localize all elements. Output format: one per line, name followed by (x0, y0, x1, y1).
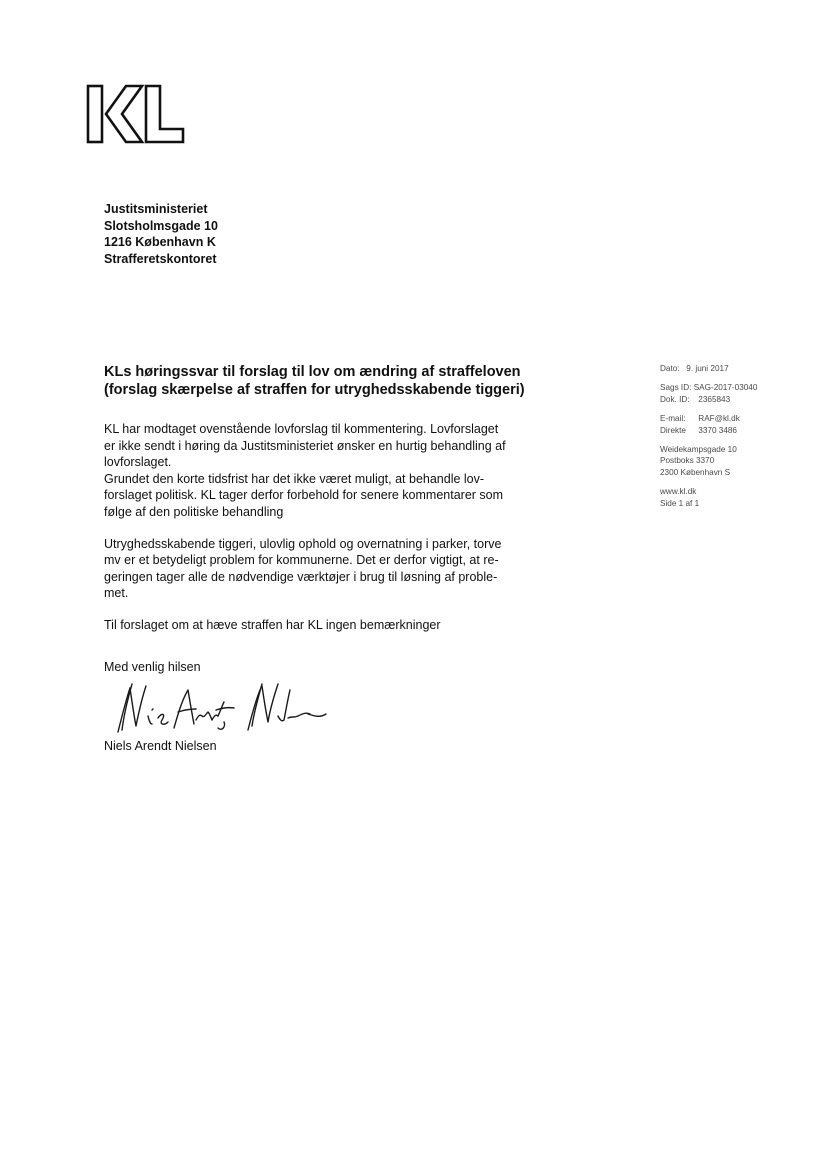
recipient-line: 1216 København K (104, 235, 216, 249)
sags-id-row (660, 382, 810, 393)
date-row (660, 363, 810, 374)
title-line: (forslag skærpelse af straffen for utryghedsskabende tiggeri) (104, 381, 525, 398)
date-value: 9. juni 2017 (686, 364, 729, 373)
recipient-line: Slotsholmsgade 10 (104, 218, 218, 233)
signature (112, 676, 337, 736)
direkte-row (660, 425, 810, 436)
title-line: KLs høringssvar til forslag til lov om ændring af straffeloven (104, 364, 521, 380)
sags-id-value: SAG-2017-03040 (693, 383, 758, 393)
dok-id-row (660, 394, 810, 405)
email-value: RAF@kl.dk (698, 414, 740, 424)
sags-id-label: Sags ID: (660, 383, 692, 393)
date-label: Dato: (660, 364, 680, 373)
signer-name: Niels Arendt Nielsen (104, 739, 217, 753)
body-line: Utryghedsskabende tiggeri, ulovlig ophold og overnatning i parker, torve (104, 536, 502, 551)
body-line: er ikke sendt i høring da Justitsministeriet ønsker en hurtig behandling af (104, 438, 506, 453)
direkte-value: 3370 3486 (698, 425, 737, 435)
dok-id-label: Dok. ID: (660, 394, 690, 404)
body-line: lovforslaget. (104, 455, 172, 470)
body-line: geringen tager alle de nødvendige værktøjer i brug til løsning af proble- (104, 569, 498, 584)
address-line: Postboks 3370 (660, 456, 715, 466)
email-row (660, 413, 810, 424)
body-line: Til forslaget om at hæve straffen har KL ingen bemærkninger (104, 617, 441, 632)
page-number: Side 1 af 1 (660, 498, 700, 508)
document-metadata (660, 363, 810, 509)
paragraph-1 (104, 421, 554, 521)
body-line: forslaget politisk. KL tager derfor forbehold for senere kommentarer som (104, 488, 504, 503)
recipient-line: Strafferetskontoret (104, 251, 217, 266)
paragraph-2 (104, 536, 554, 602)
paragraph-3 (104, 617, 554, 634)
letter-body (104, 421, 554, 634)
website: www.kl.dk (660, 487, 697, 497)
email-label: E-mail: (660, 414, 686, 424)
body-line: følge af den politiske behandling (104, 504, 284, 519)
address-line: 2300 København S (660, 467, 731, 477)
recipient-line: Justitsministeriet (104, 202, 208, 216)
body-line: met. (104, 586, 129, 601)
recipient-address (104, 201, 218, 267)
direkte-label: Direkte (660, 425, 686, 435)
letter-title (104, 364, 554, 399)
body-line: KL har modtaget ovenstående lovforslag til kommentering. Lovforslaget (104, 422, 499, 436)
kl-logo (86, 84, 186, 146)
body-line: mv er et betydeligt problem for kommunerne. Det er derfor vigtigt, at re- (104, 553, 499, 568)
closing-salutation: Med venlig hilsen (104, 660, 201, 674)
address-line: Weidekampsgade 10 (660, 445, 737, 455)
body-line: Grundet den korte tidsfrist har det ikke været muligt, at behandle lov- (104, 471, 485, 486)
dok-id-value: 2365843 (698, 394, 731, 404)
